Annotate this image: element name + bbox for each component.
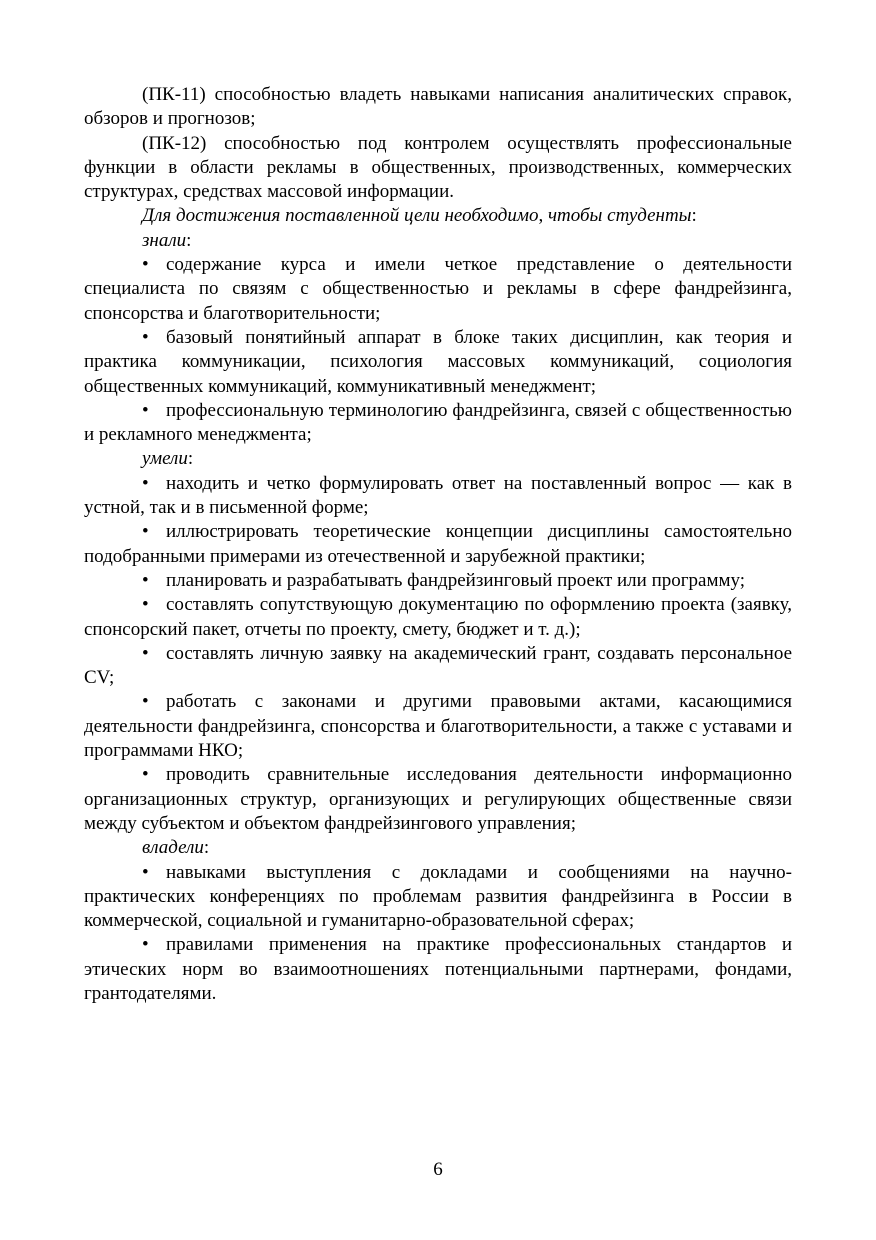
bullet-marker: • [142, 399, 149, 421]
goal-comma: , [538, 205, 548, 227]
list-item-text: навыками выступления с докладами и сообщениями на научно-практических конференциях по проблемам развития фандрейзинга в России в коммерческой, социальной и гуманитарно-образовательной сферах; [84, 861, 792, 932]
list-item-text: базовый понятийный аппарат в блоке таких дисциплин, как теория и практика коммуникации, психология массовых коммуникаций, социология общественных коммуникаций, коммуникативный менеджмент; [84, 326, 792, 397]
bullet-marker: • [142, 254, 149, 276]
paragraph-pk-12: (ПК-12) способностью под контролем осуществлять профессиональные функции в области рекламы в общественных, производственных, коммерческих структурах, средствах массовой информации. [84, 132, 792, 203]
section-heading-own-colon: : [203, 837, 210, 859]
section-heading-own [84, 836, 792, 860]
list-item-text: правилами применения на практике профессиональных стандартов и этических норм во взаимоотношениях потенциальными партнерами, фондами, грантодателями. [84, 934, 792, 1004]
section-heading-can-colon: : [187, 448, 194, 470]
document-body [84, 83, 792, 1006]
goal-sentence [84, 204, 792, 228]
bullet-marker: • [142, 861, 149, 883]
bullet-marker: • [142, 521, 149, 543]
list-item-text: иллюстрировать теоретические концепции дисциплины самостоятельно подобранными примерами из отечественной и зарубежной практики; [84, 521, 792, 567]
section-heading-can-label: умели [142, 448, 188, 470]
list-item-can [84, 520, 792, 569]
list-item-text: составлять сопутствующую документацию по оформлению проекта (заявку, спонсорский пакет, отчеты по проекту, смету, бюджет и т. д.); [84, 594, 792, 640]
list-item-can [84, 642, 792, 691]
list-item-know [84, 326, 792, 399]
list-item-know [84, 253, 792, 326]
goal-italic-part-2: чтобы студенты [547, 205, 692, 227]
section-heading-can [84, 447, 792, 471]
paragraph-pk-11: (ПК-11) способностью владеть навыками написания аналитических справок, обзоров и прогнозов; [84, 84, 792, 130]
section-heading-know-colon: : [186, 229, 192, 251]
bullet-marker: • [142, 594, 149, 616]
list-item-text: планировать и разрабатывать фандрейзинговый проект или программу; [166, 569, 746, 591]
list-item-can [84, 472, 792, 521]
list-item-own [84, 861, 792, 934]
list-item-know [84, 399, 792, 448]
list-item-text: составлять личную заявку на академический грант, создавать персональное CV; [84, 642, 792, 689]
list-item-can [84, 569, 792, 593]
list-item-own [84, 933, 792, 1006]
bullet-marker: • [142, 691, 149, 713]
page-number: 6 [433, 1159, 443, 1180]
goal-colon: : [691, 205, 697, 227]
section-heading-own-label: владели [142, 837, 204, 859]
goal-italic-part-1: Для достижения поставленной цели необходимо [142, 205, 539, 227]
list-item-text: содержание курса и имели четкое представление о деятельности специалиста по связям с общественностью и рекламы в сфере фандрейзинга, спонсорства и благотворительности; [84, 254, 792, 324]
list-item-can [84, 763, 792, 836]
section-heading-know-label: знали [142, 229, 187, 251]
bullet-marker: • [142, 326, 149, 348]
bullet-marker: • [142, 472, 149, 494]
section-heading-know [84, 229, 792, 253]
list-item-text: проводить сравнительные исследования деятельности информационно организационных структур, организующих и регулирующих общественные связи между субъектом и объектом фандрейзингового управления; [84, 764, 792, 834]
list-item-text: профессиональную терминологию фандрейзинга, связей с общественностью и рекламного менеджмента; [84, 399, 792, 446]
list-item-text: находить и четко формулировать ответ на поставленный вопрос — как в устной, так и в письменной форме; [84, 472, 792, 519]
bullet-marker: • [142, 764, 149, 786]
list-item-can [84, 690, 792, 763]
bullet-marker: • [142, 934, 149, 956]
list-item-can [84, 593, 792, 642]
bullet-marker: • [142, 569, 149, 591]
bullet-marker: • [142, 642, 149, 664]
list-item-text: работать с законами и другими правовыми актами, касающимися деятельности фандрейзинга, спонсорства и благотворительности, а также с уставами и программами НКО; [84, 691, 792, 762]
